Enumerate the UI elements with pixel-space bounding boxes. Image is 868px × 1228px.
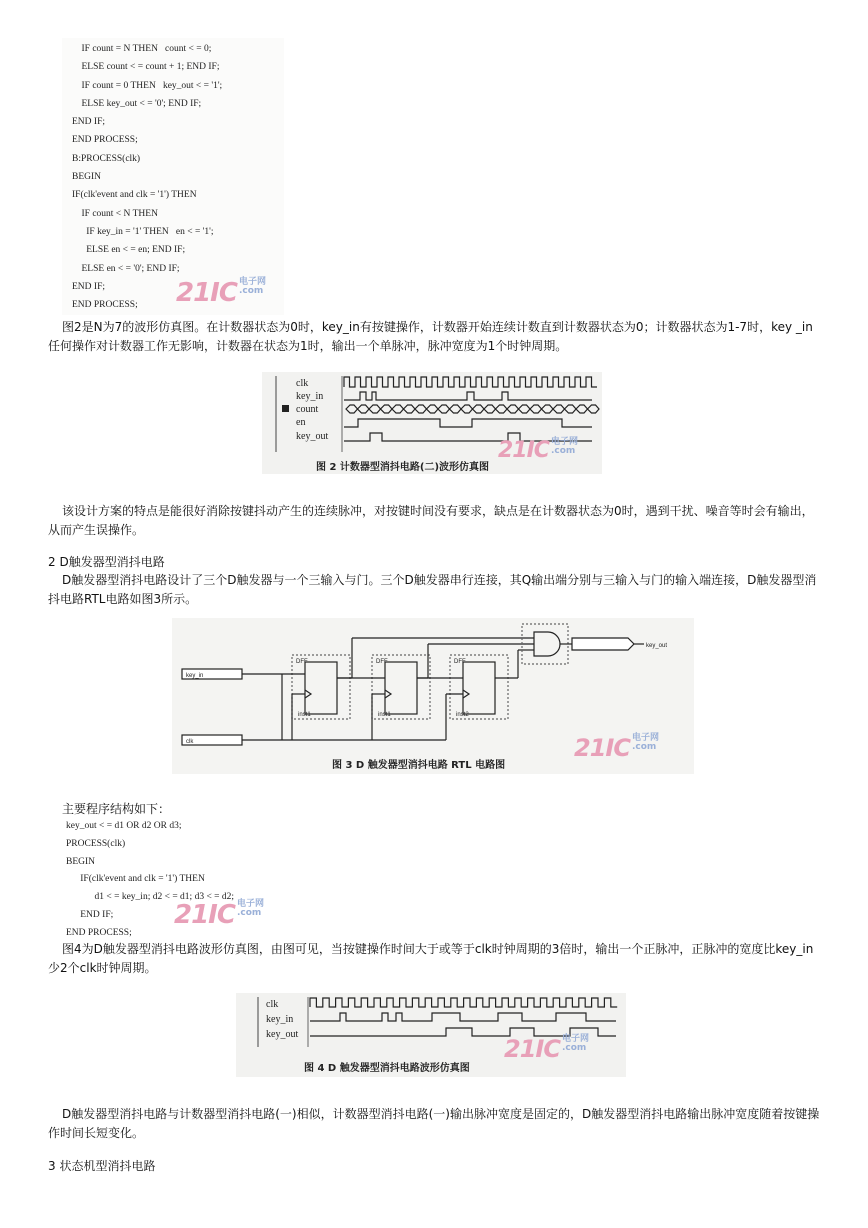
code-line: ELSE count < = count + 1; END IF; xyxy=(72,62,220,73)
paragraph-comparison: D触发器型消抖电路与计数器型消抖电路(一)相似，计数器型消抖电路(一)输出脉冲宽度是固定的，D触发器型消抖电路输出脉冲宽度随着按键操作时间长短变化。 xyxy=(48,1107,820,1140)
section-heading-2: 2 D触发器型消抖电路 xyxy=(48,555,165,569)
signal-label: key_out xyxy=(266,1029,299,1040)
paragraph-fig4-description: 图4为D触发器型消抖电路波形仿真图，由图可见，当按键操作时间大于或等于clk时钟周期的3倍时，输出一个正脉冲，正脉冲的宽度比key_in少2个clk时钟周期。 xyxy=(48,942,814,975)
key-in-wave xyxy=(344,392,592,400)
count-bus-wave xyxy=(346,405,599,413)
paragraph-program-structure: 主要程序结构如下： xyxy=(62,802,171,816)
code-line: END PROCESS; xyxy=(66,927,132,938)
code-line: PROCESS(clk) xyxy=(66,838,126,849)
bus-marker-icon xyxy=(282,405,289,412)
signal-label: clk xyxy=(266,999,279,1010)
paragraph-fig2-description: 图2是N为7的波形仿真图。在计数器状态为0时，key_in有按键操作，计数器开始连续计数直到计数器状态为0；计数器状态为1-7时，key _in任何操作对计数器工作无影响，计数器在状态为1时，输出一个单脉冲，脉冲宽度为1个时钟周期。 xyxy=(48,320,813,353)
code-line: B:PROCESS(clk) xyxy=(72,153,141,164)
code-line: BEGIN xyxy=(72,172,102,183)
figure-2-caption: 图 2 计数器型消抖电路(二)波形仿真图 xyxy=(316,462,490,473)
code-line: END IF; xyxy=(72,281,105,292)
port-label-key-out: key_out xyxy=(646,643,668,649)
figure-2 xyxy=(262,372,602,474)
signal-label: key_in xyxy=(266,1014,294,1025)
code-line: ELSE key_out < = '0'; END IF; xyxy=(72,98,202,109)
watermark-21ic: 21IC 电子网 .com xyxy=(504,1034,589,1063)
figure-3 xyxy=(172,618,694,774)
code-line: END IF; xyxy=(72,117,105,128)
code-line: ELSE en < = '0'; END IF; xyxy=(72,263,180,274)
code-line: IF(clk'event and clk = '1') THEN xyxy=(66,874,205,885)
section-heading-3: 3 状态机型消抖电路 xyxy=(48,1159,156,1173)
code-block-1 xyxy=(72,40,222,314)
key-in-wave xyxy=(310,1013,616,1021)
clk-wave xyxy=(310,998,617,1007)
code-line: IF(clk'event and clk = '1') THEN xyxy=(72,190,197,201)
figure-4 xyxy=(236,993,626,1077)
signal-label: key_in xyxy=(296,391,324,402)
dff-label: DFF xyxy=(376,659,388,665)
figure-4-caption: 图 4 D 触发器型消抖电路波形仿真图 xyxy=(304,1063,470,1074)
code-line: END PROCESS; xyxy=(72,300,138,311)
watermark-21ic: 21IC 电子网 .com xyxy=(174,899,264,930)
code-line: END PROCESS; xyxy=(72,135,138,146)
port-label-clk: clk xyxy=(186,739,194,745)
clk-wave xyxy=(344,377,597,387)
dff-label: DFF xyxy=(296,659,308,665)
signal-label: clk xyxy=(296,378,309,389)
signal-label: key_out xyxy=(296,431,329,442)
dff-inst: inst1 xyxy=(298,712,311,718)
code-line: IF count = 0 THEN key_out < = '1'; xyxy=(72,80,223,91)
dff-inst: inst1 xyxy=(378,712,391,718)
watermark-21ic: 21IC 电子网 .com xyxy=(498,437,578,463)
signal-label: en xyxy=(296,417,306,428)
code-line: d1 < = key_in; d2 < = d1; d3 < = d2; xyxy=(66,892,235,903)
code-line: BEGIN xyxy=(66,856,96,867)
signal-label: count xyxy=(296,404,319,415)
watermark-21ic: 21IC 电子网 .com xyxy=(176,277,266,308)
code-line: ELSE en < = en; END IF; xyxy=(72,245,186,256)
paragraph-design-features: 该设计方案的特点是能很好消除按键抖动产生的连续脉冲，对按键时间没有要求，缺点是在计数器状态为0时，遇到干扰、噪音等时会有输出，从而产生误操作。 xyxy=(48,504,814,537)
port-label-key-in: key_in xyxy=(186,673,204,679)
dff-inst: inst2 xyxy=(456,712,469,718)
code-line: IF count < N THEN xyxy=(72,208,158,219)
figure-3-caption: 图 3 D 触发器型消抖电路 RTL 电路图 xyxy=(332,760,506,771)
code-line: END IF; xyxy=(66,909,114,920)
code-line: key_out < = d1 OR d2 OR d3; xyxy=(66,821,182,831)
dff-label: DFF xyxy=(454,659,466,665)
en-wave xyxy=(344,419,592,427)
code-line: IF count = N THEN count < = 0; xyxy=(72,44,212,54)
paragraph-dff-intro: D触发器型消抖电路设计了三个D触发器与一个三输入与门。三个D触发器串行连接，其Q输出端分别与三输入与门的输入端连接，D触发器型消抖电路RTL电路如图3所示。 xyxy=(48,573,817,606)
watermark-21ic: 21IC 电子网 .com xyxy=(574,733,659,762)
code-line: IF key_in = '1' THEN en < = '1'; xyxy=(72,226,214,237)
